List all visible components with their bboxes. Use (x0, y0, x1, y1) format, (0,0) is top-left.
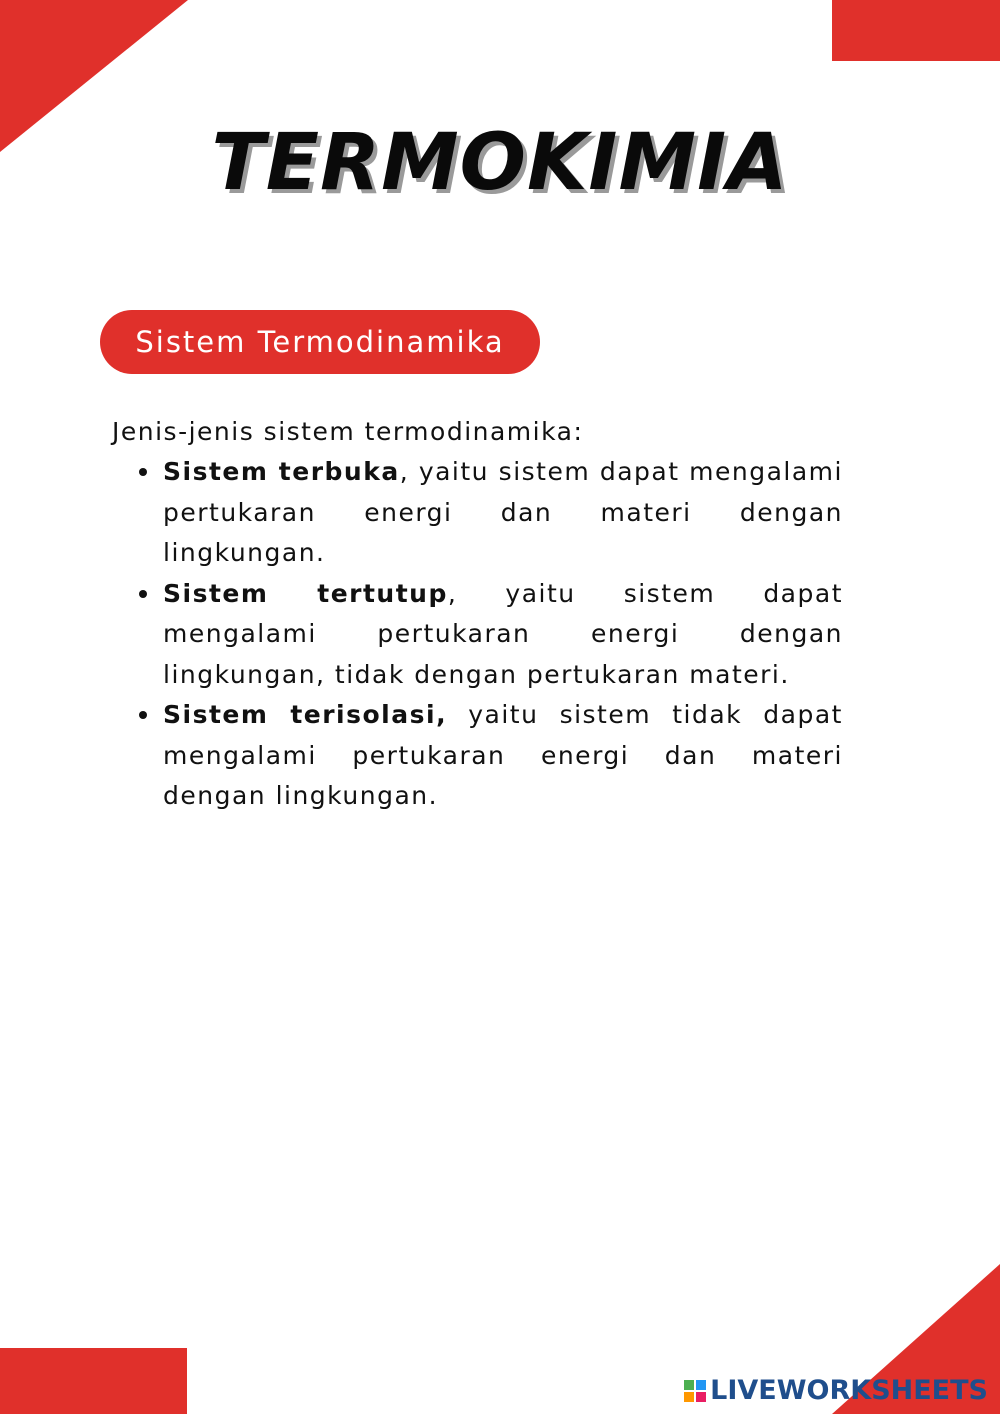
corner-bar-bottom-left (0, 1348, 187, 1414)
logo-square (684, 1380, 694, 1390)
corner-bar-top-right (832, 0, 1000, 61)
logo-square (684, 1392, 694, 1402)
liveworksheets-watermark (684, 1375, 988, 1406)
list-item (163, 695, 843, 817)
list-item (163, 452, 843, 574)
logo-square (696, 1380, 706, 1390)
intro-text: Jenis-jenis sistem termodinamika: (112, 417, 584, 446)
logo-square (696, 1392, 706, 1402)
page-title: TERMOKIMIA (211, 118, 789, 208)
list-item-term: Sistem terisolasi, (163, 700, 448, 729)
section-label-text: Sistem Termodinamika (135, 325, 505, 359)
list-item-description: , yaitu sistem dapat mengalami pertukaran energi dengan lingkungan, tidak dengan pertukaran materi. (163, 578, 843, 689)
list-item-description: , yaitu sistem dapat mengalami pertukaran energi dan materi dengan lingkungan. (163, 457, 843, 567)
list-item-term: Sistem terbuka (163, 457, 400, 486)
watermark-text: LIVEWORKSHEETS (710, 1375, 988, 1406)
list-item-term: Sistem tertutup (163, 578, 448, 608)
list-item-description: yaitu sistem tidak dapat mengalami pertukaran energi dan materi dengan lingkungan. (163, 700, 843, 810)
list-item (163, 574, 843, 696)
system-types-list (163, 452, 843, 817)
liveworksheets-logo-icon (684, 1380, 706, 1402)
section-label-badge (100, 310, 540, 374)
